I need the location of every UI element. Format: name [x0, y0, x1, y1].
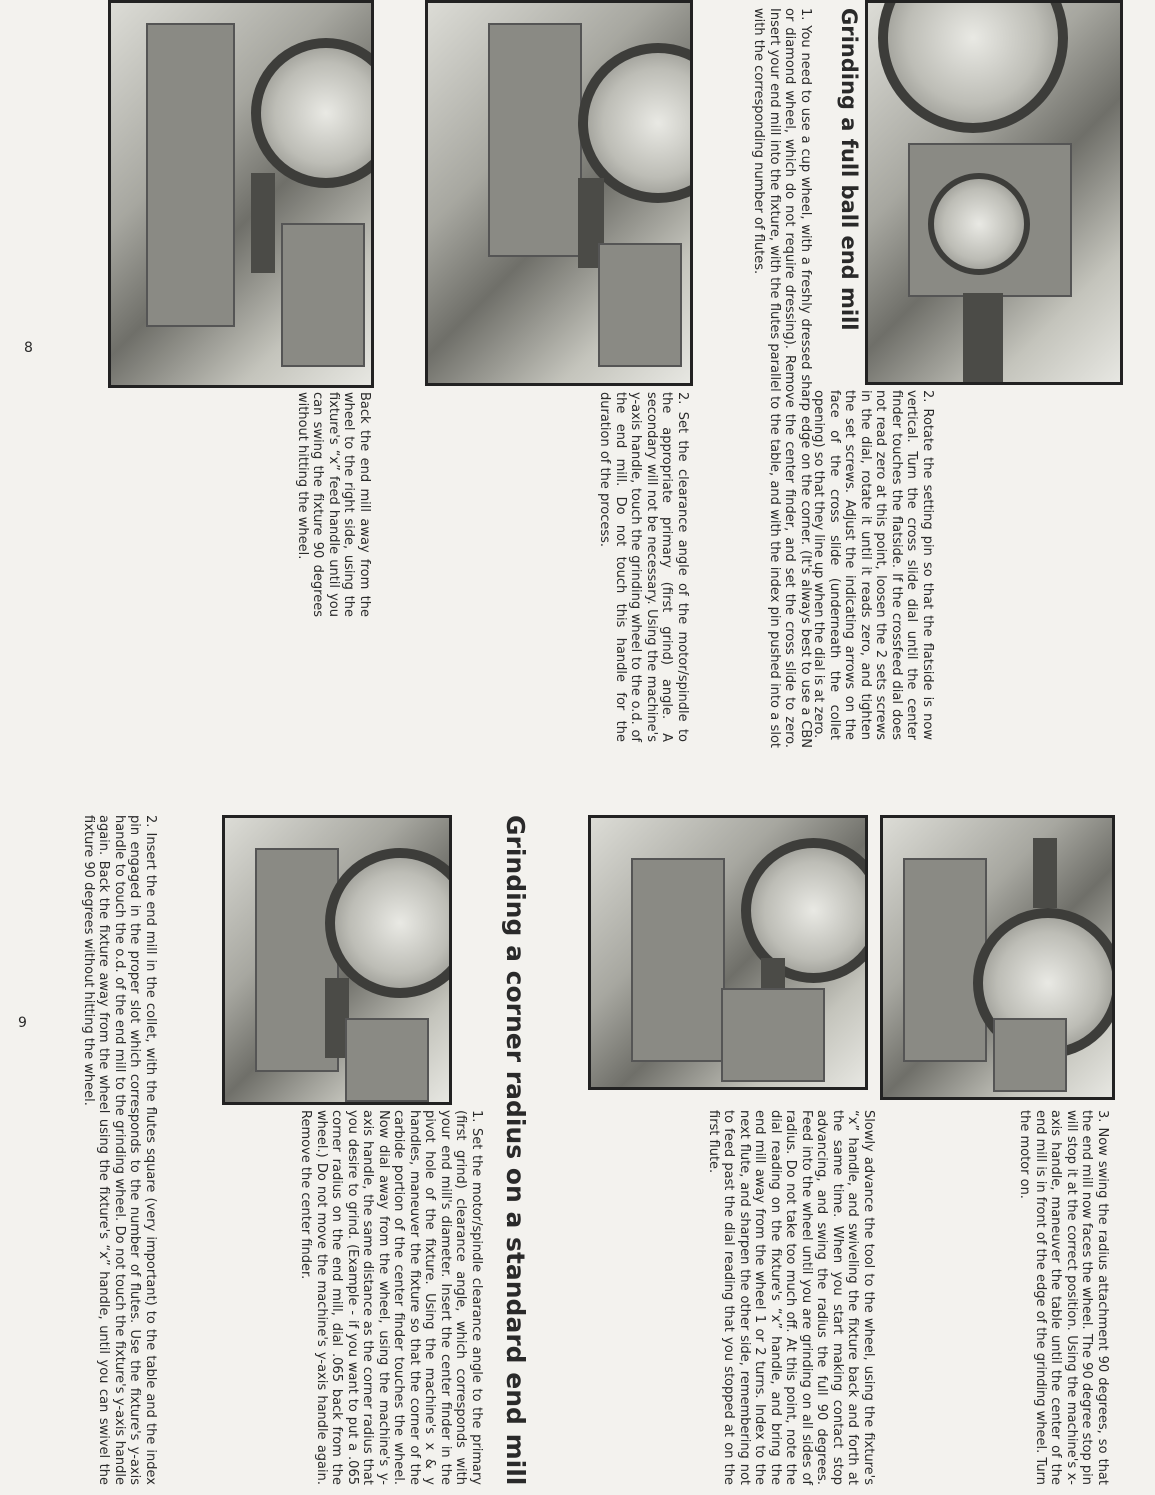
step-rotate-setting-pin: 2. Rotate the setting pin so that the flatside is now vertical. Turn the cross slide dial until the center finder touches the flatside. If the crossfeed dial does not read zero at this point, loosen the 2 sets screws in the dial, rotate it until it reads zero, and tighten the set screws. Adjust the indicating arrows on the face of the cross slide (underneath the collet opening) so that they line up when the dial is at zero. [811, 390, 935, 740]
step-swing-radius-attachment: 3. Now swing the radius attachment 90 degrees, so that the end mill now faces the wheel. The 90 degree stop pin will stop it at the correct position. Using the machine's x-axis handle, maneuver the table until the center of the end mill is in front of the edge of the grinding wheel. Turn the motor on. [1017, 1110, 1110, 1485]
photo-ball-end-mill-swing [108, 0, 374, 388]
step-advance-tool: Slowly advance the tool to the wheel, using the fixture's “x” handle, and swiveling the fixture back and forth at the same time. When you start making contact stop advancing, and swing the radius the full 90 degrees. Feed into the wheel until you are grinding on all sides of radius. Do not take too much off. At this point, note the dial reading on the fixture's “x” handle, and bring the end mill away from the wheel 1 or 2 turns. Index to the next flute, and sharpen the other side, remembering not to feed past the dial reading that you stopped at on the first flute. [706, 1110, 876, 1485]
page-number-9: 9 [18, 1015, 27, 1031]
corner-step-1: 1. Set the motor/spindle clearance angle to the primary (first grind) clearance angle, which corresponds with your end mill's diameter. Insert the center finder in the pivot hole of the fixture. Using the machine's x & y handles, maneuver the fixture so that the corner of the carbide portion of the center finder touches the wheel. Now dial away from the wheel, using the machine's y-axis handle, the same distance as the corner radius that you desire to grind. (Example - if you want to put a .065 corner radius on the end mill, dial .065 back from the wheel.) Do not move the machine's y-axis handle again. Remove the center finder. [298, 1110, 484, 1485]
corner-step-2: 2. Insert the end mill in the collet, with the flutes square (very important) to the table and the index pin engaged in the proper slot which corresponds to the number of flutes. Use the fixture's y-axis handle to touch the o.d. of the end mill to the grinding wheel. Do not touch the fixture's y-axis handle again. Back the fixture away from the wheel using the fixture's “x” handle, until you can swivel the fixture 90 degrees without hitting the wheel. [81, 815, 158, 1485]
photo-corner-radius-grind [588, 815, 868, 1090]
photo-setting-pin [865, 0, 1123, 385]
photo-radius-attachment [880, 815, 1115, 1100]
ball-step-2: 2. Set the clearance angle of the motor/spindle to the appropriate primary (first grind) angle. A secondary will not be necessary. Using the machine's y-axis handle, touch the grinding wheel to the o.d. of the end mill. Do not touch this handle for the duration of the process. [597, 392, 690, 742]
ball-step-3: Back the end mill away from the wheel to the right side, using the fixture's “x” feed handle until you can swing the fixture 90 degrees without hitting the wheel. [295, 392, 372, 617]
ball-step-1: 1. You need to use a cup wheel, with a freshly dressed sharp edge on the corner. (It's always best to use a CBN or diamond wheel, which do not require dressing). Remove the center finder, and set the cross slide to zero. Insert your end mill into the fixture, with the flutes parallel to the table, and with the index pin pushed into a slot with the corresponding number of flutes. [751, 8, 813, 748]
heading-corner-radius: Grinding a corner radius on a standard end mill [501, 815, 530, 1486]
heading-full-ball-end-mill: Grinding a full ball end mill [837, 8, 861, 331]
photo-corner-radius-setup [222, 815, 452, 1105]
photo-ball-end-mill-setup [425, 0, 693, 386]
page-number-8: 8 [24, 340, 33, 356]
